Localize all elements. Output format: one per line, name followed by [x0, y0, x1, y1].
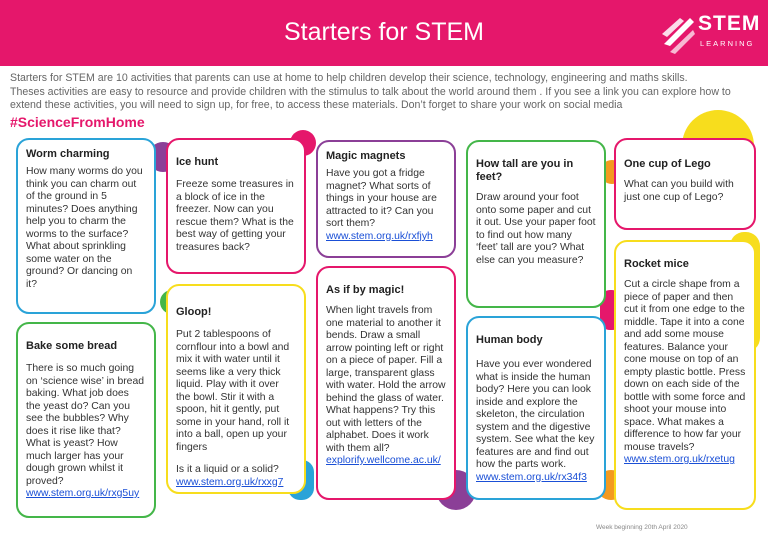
stem-learning-logo: [660, 8, 760, 60]
card-body: Cut a circle shape from a piece of paper and then cut it from one edge to the middle. Tape it into a cone and add some mouse features. Balance your cone mouse on top of an empty plastic bottle. Press down on each side of the bottle with some force and shoot your mouse into space. What makes a difference to how far your mouse travels?: [624, 279, 746, 453]
stem-logo-icon: [660, 14, 696, 54]
hashtag: #ScienceFromHome: [10, 114, 145, 130]
card-body: What can you build with just one cup of Lego?: [624, 179, 734, 203]
card-magic-magnets: [316, 140, 456, 258]
logo-subtext: LEARNING: [700, 39, 755, 48]
card-title: Bake some bread: [26, 340, 118, 352]
intro-line-3: extend these activities, you will need to sign up, for free, to access these materials. Don’t forget to share your work on social media: [10, 99, 623, 111]
card-as-if-by-magic: [316, 266, 456, 500]
card-title: Human body: [476, 334, 543, 346]
card-body: Put 2 tablespoons of cornflour into a bowl and mix it with water until it seems like a very thick liquid. Play with it over the bowl. Stir it with a spoon, hit it gently, put some in your hand, roll it into a ball, open up your fingers: [176, 329, 290, 453]
card-body-question: Is it a liquid or a solid?: [176, 464, 279, 475]
card-body: There is so much going on ‘science wise’ in bread baking. What job does the yeast do? Can you see the bubbles? Why does it rise like that? What is yeast? How much larger has your dough grown whilst it proved?: [26, 363, 145, 487]
card-bake-bread: [16, 322, 156, 518]
card-body: Have you got a fridge magnet? What sorts of things in your house are attracted to it? Can you sort them?: [326, 168, 437, 229]
card-body: When light travels from one material to another it bends. Draw a small arrow pointing left or right on a piece of paper. Fill a large, transparent glass with water. Hold the arrow behind the glass of water. What happens? Try this out with letters of the alphabet. Does it work with them all?: [326, 305, 446, 454]
card-title: As if by magic!: [326, 284, 405, 296]
card-body: Freeze some treasures in a block of ice in the freezer. Now can you rescue them? What is the best way of getting your treasures back?: [176, 179, 294, 253]
card-title: How tall are you in feet?: [476, 158, 574, 183]
card-link[interactable]: www.stem.org.uk/rxetug: [624, 454, 735, 465]
intro-text: [10, 72, 762, 113]
logo-text: STEM: [698, 12, 761, 35]
card-link[interactable]: www.stem.org.uk/rxfjyh: [326, 230, 433, 242]
card-ice-hunt: [166, 138, 306, 274]
footer-date: Week beginning 20th April 2020: [596, 524, 688, 531]
card-body: Have you ever wondered what is inside the human body? Here you can look inside and explore the skeleton, the circulation system and the digestive system. See what the key features are and find out how the parts work.: [476, 359, 595, 470]
card-body: Draw around your foot onto some paper and cut it out. Use your paper foot to find out how many ‘feet’ tall are you? What else can you measure?: [476, 192, 596, 266]
card-title: Gloop!: [176, 306, 212, 318]
card-how-tall: [466, 140, 606, 308]
card-one-cup-lego: [614, 138, 756, 230]
intro-line-1: Starters for STEM are 10 activities that parents can use at home to help children develop their science, technology, engineering and maths skills.: [10, 72, 688, 84]
card-title: Magic magnets: [326, 150, 406, 162]
card-title: Rocket mice: [624, 258, 689, 270]
card-human-body: [466, 316, 606, 500]
card-title: One cup of Lego: [624, 158, 711, 170]
header-banner: [0, 0, 768, 66]
card-link[interactable]: explorify.wellcome.ac.uk/: [326, 455, 441, 466]
card-body: How many worms do you think you can charm out of the ground in 5 minutes? Does anything help you to charm the worms to the surface? What about sprinkling some water on the ground? Or dancing on it?: [26, 166, 143, 290]
card-link[interactable]: www.stem.org.uk/rx34f3: [476, 471, 587, 483]
card-title: Ice hunt: [176, 156, 219, 168]
card-worm-charming: [16, 138, 156, 314]
card-rocket-mice: [614, 240, 756, 510]
intro-line-2: Theses activities are easy to resource and provide children with the stimulus to talk about the world around them . If you see a link you can explore how to: [10, 85, 731, 98]
card-link[interactable]: www.stem.org.uk/rxxg7: [176, 476, 284, 488]
card-gloop: [166, 284, 306, 494]
card-title: Worm charming: [26, 148, 110, 160]
card-link[interactable]: www.stem.org.uk/rxg5uy: [26, 488, 140, 499]
page-title: Starters for STEM: [283, 18, 485, 46]
